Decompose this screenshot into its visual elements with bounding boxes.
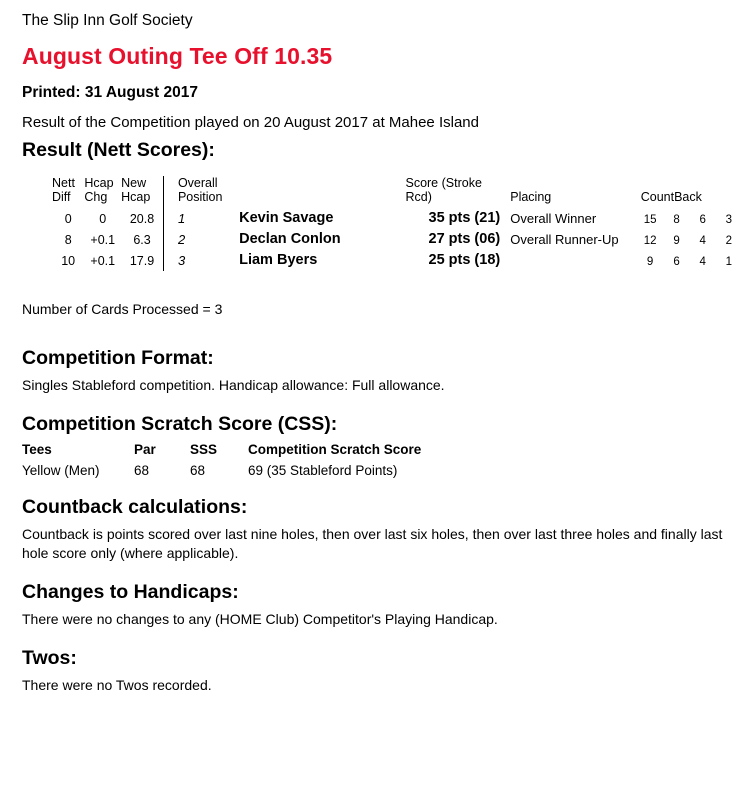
cell-player-name: Declan Conlon [239,231,341,248]
col-hcap-chg [84,176,121,209]
col-tees: Tees [22,442,52,458]
cell-tees: Yellow (Men) [22,463,100,479]
col-score: Score (Stroke Rcd) [405,176,482,205]
css-heading: Competition Scratch Score (CSS): [22,413,338,436]
cell-countback-1: 15 [643,214,657,227]
cell-countback-3: 6 [699,214,706,227]
cell-countback-2: 8 [673,214,680,227]
competition-format-section [22,347,732,395]
handicap-changes-section [22,581,732,629]
cell-css: 69 (35 Stableford Points) [248,463,398,479]
countback-heading: Countback calculations: [22,496,248,519]
twos-heading: Twos: [22,646,77,669]
cell-placing: Overall Winner [510,211,597,227]
cell-countback-2: 9 [673,235,680,248]
col-sss: SSS [190,442,218,458]
cell-player-name: Liam Byers [239,252,318,269]
cell-position: 1 [163,208,239,229]
cell-score: 27 pts (06) [428,231,501,248]
table-row [52,208,742,229]
competition-format-text: Singles Stableford competition. Handicap allowance: Full allowance. [22,377,445,394]
competition-result-line: Result of the Competition played on 20 August 2017 at Mahee Island [22,113,479,131]
printed-date: Printed: 31 August 2017 [22,83,199,101]
cell-new-hcap: 17.9 [129,254,155,269]
col-overall-position [163,176,239,209]
results-table [52,176,742,272]
col-par: Par [134,442,156,458]
col-hcap-chg-l1: Hcap [84,175,114,190]
table-row [52,229,742,250]
col-nett-diff-l2: Diff [52,189,71,204]
cell-countback-3: 4 [699,256,706,269]
cell-placing: Overall Runner-Up [510,232,619,248]
cell-countback-4: 1 [725,256,733,269]
cell-score: 35 pts (21) [428,210,501,227]
cell-countback-3: 4 [699,235,706,248]
css-table [22,442,488,478]
cell-new-hcap: 6.3 [133,233,151,248]
col-new-hcap [121,176,163,209]
cell-nett-diff: 0 [64,212,72,227]
cell-countback-2: 6 [673,256,680,269]
css-section [22,413,732,478]
css-header-row [22,442,488,462]
table-header-row [52,176,742,209]
countback-section [22,496,732,563]
col-competition-scratch-score: Competition Scratch Score [248,442,422,458]
cell-placing [500,250,637,271]
col-new-hcap-l2: Hcap [121,189,151,204]
cell-nett-diff: 10 [61,254,76,269]
table-row [22,462,488,478]
cell-position: 2 [163,229,239,250]
cell-player-name: Kevin Savage [239,210,334,227]
twos-section [22,647,732,695]
cell-score: 25 pts (18) [428,252,501,269]
col-nett-diff-l1: Nett [52,175,75,190]
countback-text: Countback is points scored over last nine holes, then over last six holes, then over last three holes and finally last hole score only (where applicable). [22,526,723,562]
handicap-changes-heading: Changes to Handicaps: [22,581,239,604]
competition-format-heading: Competition Format: [22,347,214,370]
cell-sss: 68 [190,463,206,479]
cell-new-hcap: 20.8 [129,212,155,227]
handicap-changes-text: There were no changes to any (HOME Club) Competitor's Playing Handicap. [22,611,498,628]
cell-position: 3 [163,250,239,271]
cell-par: 68 [134,463,150,479]
cell-countback-4: 3 [725,214,733,227]
cards-processed: Number of Cards Processed = 3 [22,301,223,318]
cell-countback-1: 9 [646,256,654,269]
cell-nett-diff: 8 [64,233,72,248]
page-title: August Outing Tee Off 10.35 [22,42,333,69]
col-overall-l1: Overall [177,175,218,190]
col-countback: CountBack [640,190,702,205]
cell-countback-1: 12 [643,235,657,248]
col-hcap-chg-l2: Chg [84,189,108,204]
col-new-hcap-l1: New [121,175,147,190]
result-section-heading: Result (Nett Scores): [22,138,215,161]
twos-text: There were no Twos recorded. [22,676,212,693]
table-row [52,250,742,271]
cell-hcap-chg: +0.1 [90,254,116,269]
cell-countback-4: 2 [725,235,733,248]
col-player-name [239,176,405,209]
cell-hcap-chg: 0 [99,212,107,227]
col-placing: Placing [510,190,552,205]
cell-hcap-chg: +0.1 [90,233,116,248]
col-nett-diff [52,176,84,209]
results-table-wrap [52,176,742,272]
col-overall-l2: Position [177,189,223,204]
society-name: The Slip Inn Golf Society [22,12,193,29]
